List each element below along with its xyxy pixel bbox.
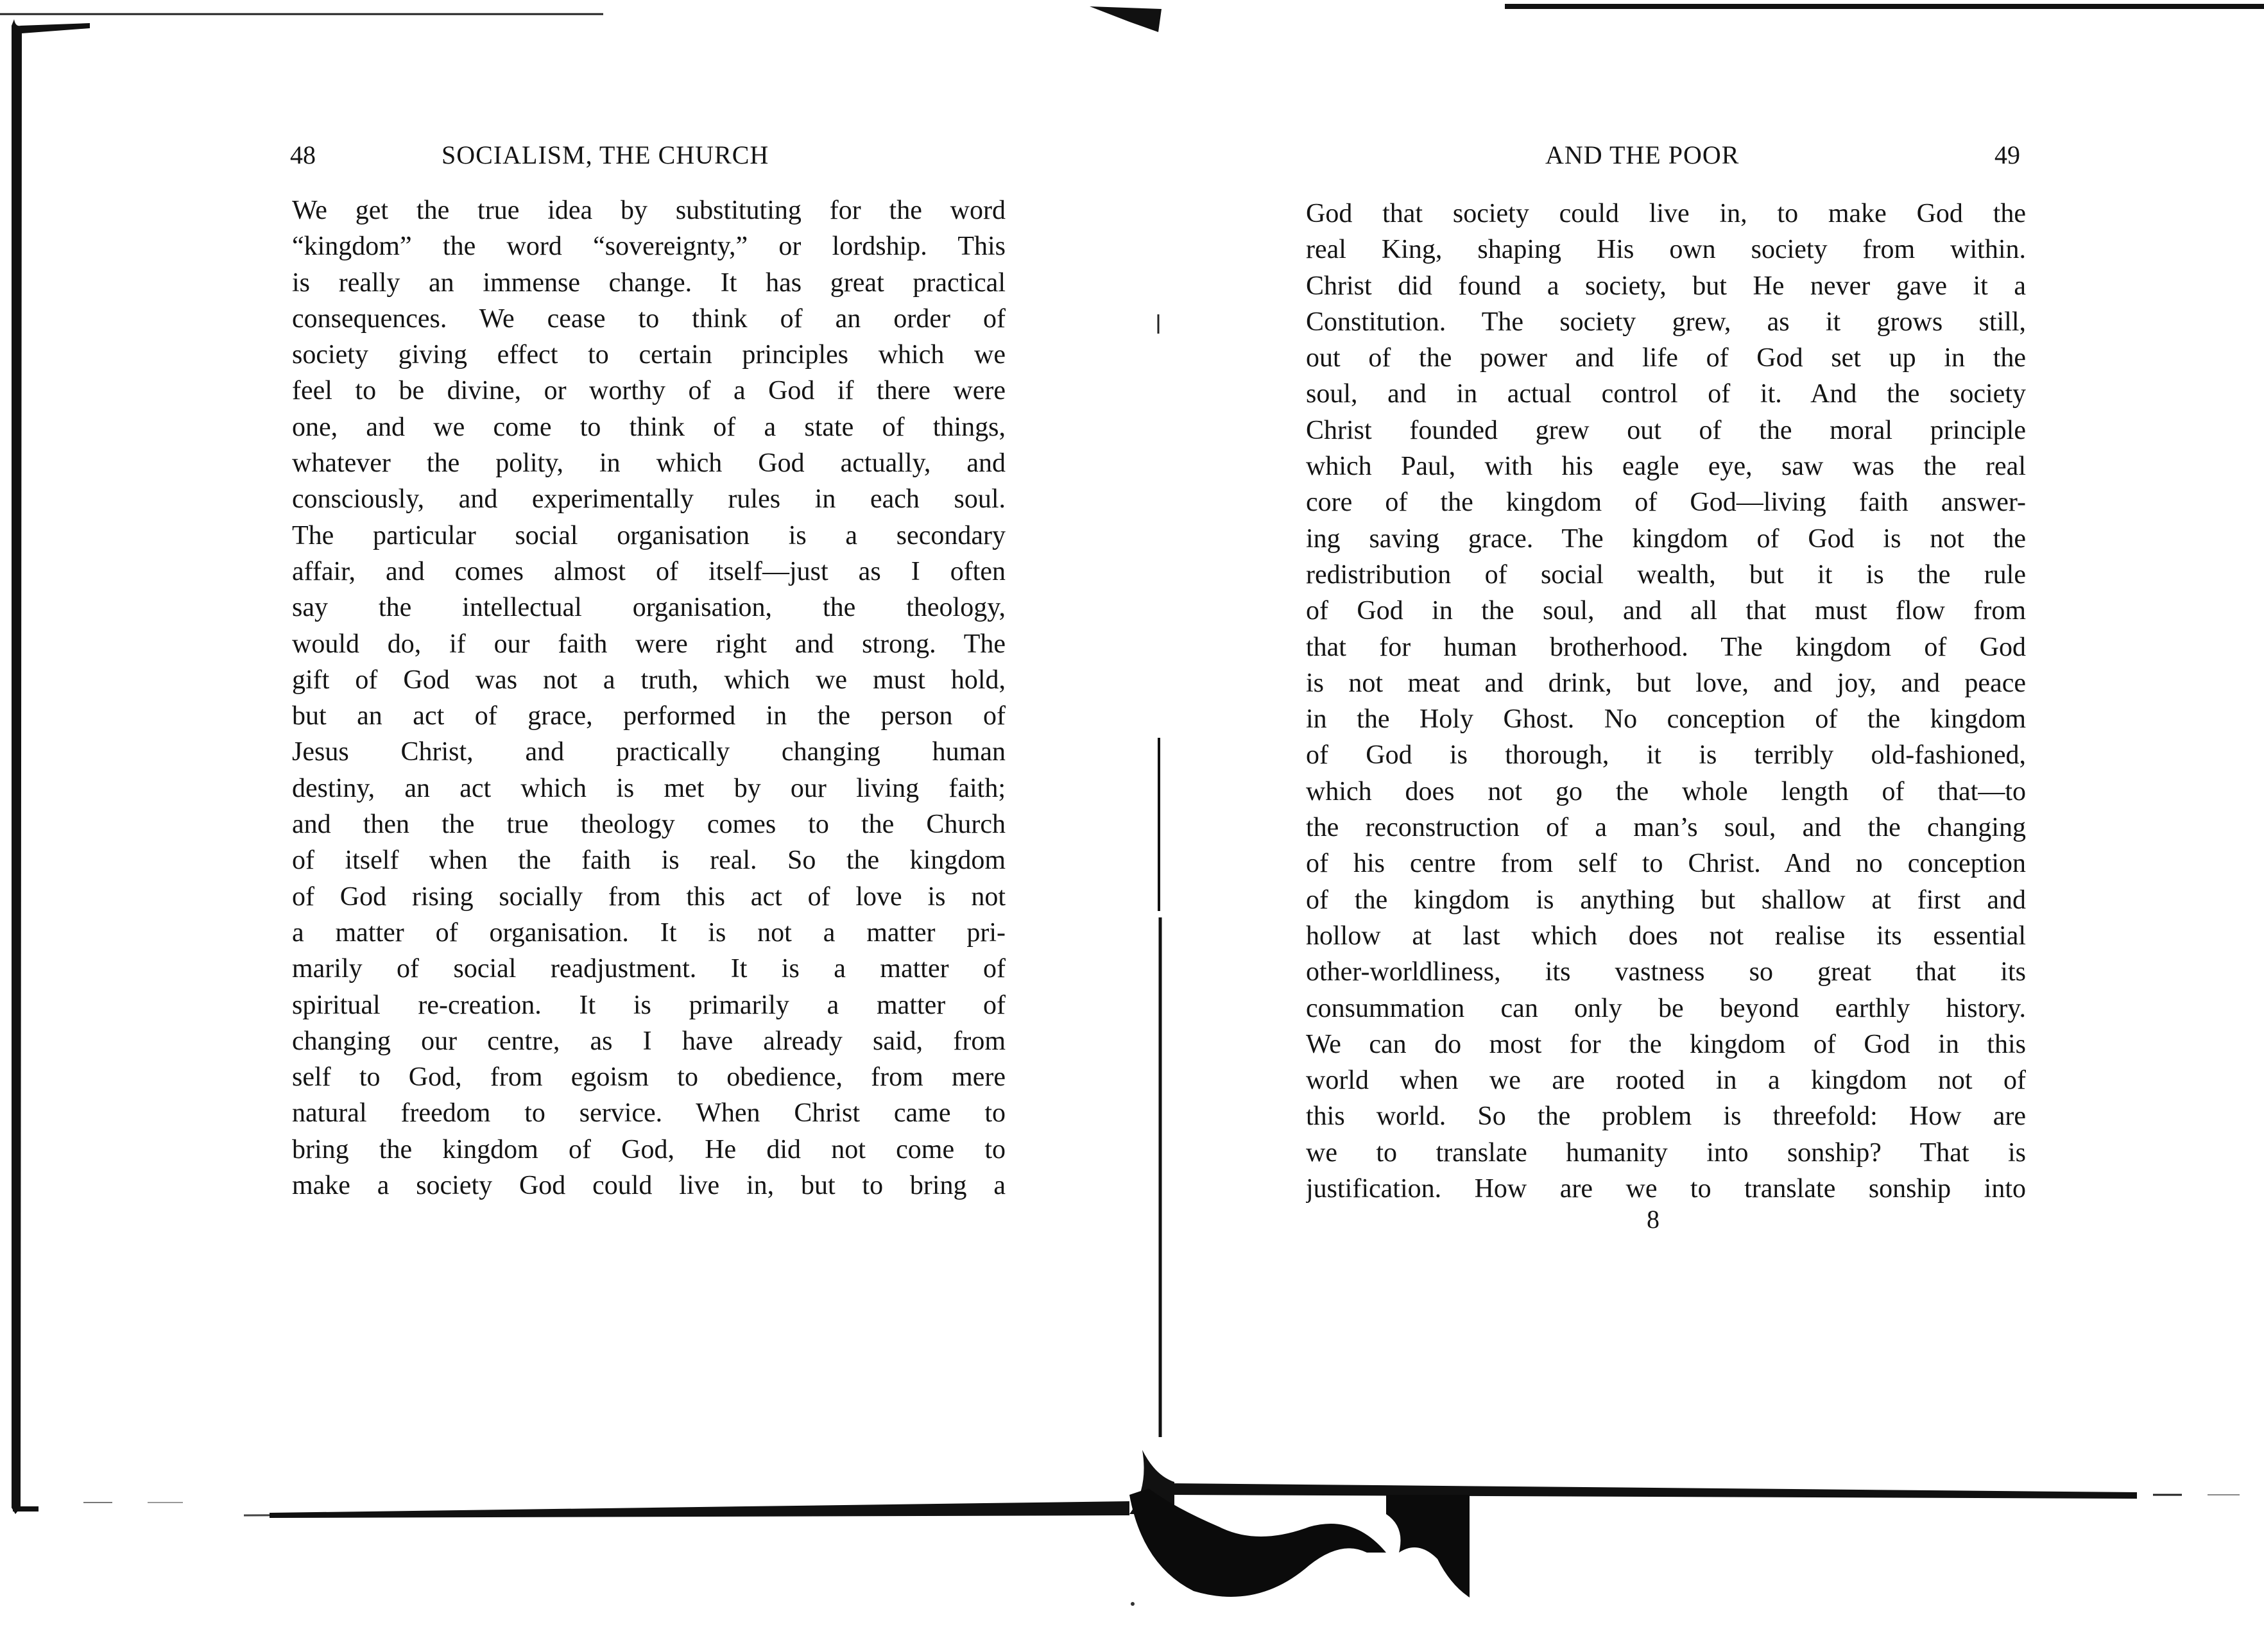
text-line: of itself when the faith is real. So the kingdom xyxy=(292,846,1006,876)
bottom-right-rule xyxy=(1168,1483,2137,1499)
text-line: world when we are rooted in a kingdom not of xyxy=(1306,1066,2026,1096)
text-line: Christ founded grew out of the moral principle xyxy=(1306,415,2026,445)
text-line: other-worldliness, its vastness so great that its xyxy=(1306,957,2026,987)
text-line: of the kingdom is anything but shallow at first and xyxy=(1306,885,2026,915)
left-page-header xyxy=(0,136,1091,175)
right-page-body xyxy=(1306,196,2026,1207)
text-line: Jesus Christ, and practically changing human xyxy=(292,737,1006,767)
text-line: natural freedom to service. When Christ came to xyxy=(292,1098,1006,1128)
text-line: changing our centre, as I have already said, from xyxy=(292,1026,1006,1056)
binding-speck xyxy=(1131,1602,1135,1606)
text-line: real King, shaping His own society from within. xyxy=(1306,235,2026,265)
text-line: a matter of organisation. It is not a matter pri- xyxy=(292,917,1006,948)
text-line: God that society could live in, to make God the xyxy=(1306,199,2026,228)
text-line: of God is thorough, it is terribly old-fashioned, xyxy=(1306,740,2026,771)
text-line: the reconstruction of a man’s soul, and the changing xyxy=(1306,813,2026,843)
text-line: “kingdom” the word “sovereignty,” or lordship. This xyxy=(292,232,1006,262)
text-line: soul, and in actual control of it. And the society xyxy=(1306,379,2026,409)
left-border xyxy=(12,19,90,1514)
top-notch xyxy=(1090,6,1162,32)
text-line: consequences. We cease to think of an order of xyxy=(292,303,1006,334)
text-line: consummation can only be beyond earthly history. xyxy=(1306,993,2026,1023)
text-line: which Paul, with his eagle eye, saw was the real xyxy=(1306,452,2026,482)
right-running-title: AND THE POOR xyxy=(1545,141,1740,169)
right-page-number: 49 xyxy=(1994,141,2020,169)
text-line: Constitution. The society grew, as it grows still, xyxy=(1306,307,2026,337)
bottom-thick-rule xyxy=(270,1501,1129,1518)
text-line: We get the true idea by substituting for the word xyxy=(292,196,1006,225)
text-line: whatever the polity, in which God actually, and xyxy=(292,448,1006,479)
text-line: affair, and comes almost of itself—just as I often xyxy=(292,556,1006,586)
text-line: make a society God could live in, but to bring a xyxy=(292,1171,1006,1201)
text-line: redistribution of social wealth, but it is the rule xyxy=(1306,559,2026,590)
text-line: in the Holy Ghost. No conception of the kingdom xyxy=(1306,704,2026,735)
text-line: society giving effect to certain principles which we xyxy=(292,340,1006,370)
binding-shadow-left xyxy=(1129,1488,1386,1597)
text-line: bring the kingdom of God, He did not come to xyxy=(292,1134,1006,1164)
text-line: would do, if our faith were right and strong. The xyxy=(292,629,1006,659)
text-line: Christ did found a society, but He never gave it a xyxy=(1306,271,2026,301)
text-line: gift of God was not a truth, which we must hold, xyxy=(292,665,1006,695)
text-line: this world. So the problem is threefold: How are xyxy=(1306,1102,2026,1132)
text-line: which does not go the whole length of that—to xyxy=(1306,776,2026,806)
left-running-title: SOCIALISM, THE CHURCH xyxy=(442,141,769,169)
text-line: We can do most for the kingdom of God in this xyxy=(1306,1029,2026,1059)
text-line: out of the power and life of God set up in the xyxy=(1306,343,2026,373)
text-line: feel to be divine, or worthy of a God if there were xyxy=(292,376,1006,406)
text-line: is really an immense change. It has great practical xyxy=(292,268,1006,298)
text-line: hollow at last which does not realise its essential xyxy=(1306,921,2026,951)
text-line: consciously, and experimentally rules in each soul. xyxy=(292,484,1006,515)
left-page-body xyxy=(292,192,1006,1204)
text-line: spiritual re-creation. It is primarily a matter of xyxy=(292,990,1006,1020)
text-line: that for human brotherhood. The kingdom of God xyxy=(1306,632,2026,662)
text-line: and then the true theology comes to the Church xyxy=(292,810,1006,840)
text-line: say the intellectual organisation, the theology, xyxy=(292,593,1006,623)
right-page-header xyxy=(1174,136,2264,175)
text-line: marily of social readjustment. It is a matter of xyxy=(292,954,1006,984)
text-line: one, and we come to think of a state of things, xyxy=(292,412,1006,442)
text-line: ing saving grace. The kingdom of God is not the xyxy=(1306,524,2026,554)
text-line: is not meat and drink, but love, and joy, and peace xyxy=(1306,668,2026,698)
text-line: destiny, an act which is met by our living faith; xyxy=(292,773,1006,803)
text-line: of God in the soul, and all that must flow from xyxy=(1306,596,2026,626)
text-line: self to God, from egoism to obedience, from mere xyxy=(292,1062,1006,1093)
left-page-number: 48 xyxy=(290,141,316,169)
text-line: of his centre from self to Christ. And no conception xyxy=(1306,849,2026,879)
binding-shadow-right xyxy=(1386,1495,1470,1597)
text-line: core of the kingdom of God—living faith answer- xyxy=(1306,488,2026,518)
text-line: we to translate humanity into sonship? That is xyxy=(1306,1137,2026,1168)
text-line: of God rising socially from this act of love is not xyxy=(292,881,1006,912)
signature-mark: 8 xyxy=(1647,1205,1659,1234)
text-line: but an act of grace, performed in the person of xyxy=(292,701,1006,731)
text-line: justification. How are we to translate sonship into xyxy=(1306,1174,2026,1204)
text-line: The particular social organisation is a secondary xyxy=(292,520,1006,550)
